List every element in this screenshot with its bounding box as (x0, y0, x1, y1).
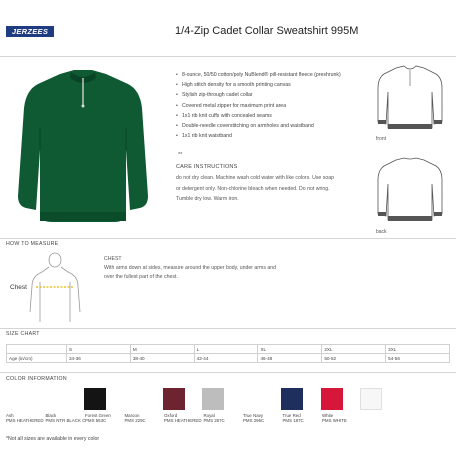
color-label (164, 413, 204, 423)
product-photo (16, 68, 150, 224)
color-pms: PMS 187C (282, 418, 304, 424)
color-label (85, 413, 125, 423)
color-pms: PMS HEATHERED (164, 418, 202, 424)
brand-logo: JERZEES (6, 26, 54, 37)
feature-note: ** (178, 152, 183, 158)
feature-item: • 8-ounce, 50/50 cotton/poly NuBlend® pill-resistant fleece (preshrunk) (176, 70, 376, 80)
color-pms: PMS HEATHERED (6, 418, 44, 424)
color-name: Forest Green (85, 413, 111, 418)
row-label: Age (in/cm) (7, 354, 67, 363)
size-value: 34-36 (67, 354, 131, 363)
color-swatch (163, 388, 185, 410)
front-flat-sketch (376, 64, 444, 134)
divider (0, 56, 456, 57)
color-swatch (281, 388, 303, 410)
color-label (204, 413, 244, 423)
size-value: 54-56 (386, 354, 450, 363)
size-value: 46-48 (258, 354, 322, 363)
divider (0, 372, 456, 373)
body-figure (22, 252, 88, 322)
size-header: L (194, 345, 258, 354)
chest-label: Chest (10, 284, 27, 291)
back-label: back (376, 229, 387, 235)
color-swatch (321, 388, 343, 410)
feature-list (176, 70, 376, 141)
color-name: Ash (6, 413, 14, 418)
size-value: 50-52 (322, 354, 386, 363)
back-flat-sketch (376, 156, 444, 226)
color-name: Black (45, 413, 57, 418)
feature-item: • Stylish zip-through cadet collar (176, 90, 376, 100)
color-pms: PMS 229C (124, 418, 146, 424)
color-label (46, 413, 86, 423)
color-swatch (242, 388, 264, 410)
color-label (125, 413, 165, 423)
table-row (7, 354, 450, 363)
color-name: True Red (282, 413, 301, 418)
color-pms: PMS WHITE (322, 418, 347, 424)
color-label (243, 413, 283, 423)
color-swatch (202, 388, 224, 410)
chest-heading: CHEST (104, 256, 122, 262)
color-swatch (84, 388, 106, 410)
color-pms: PMS NTR BLACK C (45, 418, 86, 424)
color-name: Maroon (124, 413, 140, 418)
how-to-measure-heading: HOW TO MEASURE (6, 241, 59, 247)
table-cell (7, 345, 67, 354)
color-swatch (123, 388, 145, 410)
table-row (7, 345, 450, 354)
size-chart-heading: SIZE CHART (6, 331, 40, 337)
color-label (6, 413, 46, 423)
color-footnote: *Not all sizes are available in every color (6, 436, 100, 442)
care-heading: CARE INSTRUCTIONS (176, 164, 238, 170)
color-swatch (44, 388, 66, 410)
color-pms: PMS 287C (203, 418, 225, 424)
chest-instructions: With arms down at sides, measure around the upper body, under arms and over the fullest part of the chest. (104, 265, 277, 280)
color-name: True Navy (243, 413, 264, 418)
feature-item: • Double-needle coverstitching on armholes and waistband (176, 121, 376, 131)
size-header: 2XL (322, 345, 386, 354)
front-label: front (376, 136, 387, 142)
color-label (322, 413, 362, 423)
color-name: White (322, 413, 334, 418)
divider (0, 328, 456, 329)
care-text: do not dry clean. Machine wash cold water with like colors. Use soap or detergent only. Non-chlorine bleach when needed. Do not wring. Tumble dry low. Warm iron. (176, 175, 335, 202)
size-header: M (130, 345, 194, 354)
divider (0, 238, 456, 239)
size-header: XL (258, 345, 322, 354)
size-header: S (67, 345, 131, 354)
size-chart-table (6, 344, 450, 363)
product-title: 1/4-Zip Cadet Collar Sweatshirt 995M (175, 25, 359, 37)
size-header: 3XL (386, 345, 450, 354)
feature-item: • 1x1 rib knit waistband (176, 131, 376, 141)
feature-item: • 1x1 rib knit cuffs with concealed seams (176, 111, 376, 121)
color-name: Oxford (164, 413, 178, 418)
feature-item: • High stitch density for a smooth printing canvas (176, 80, 376, 90)
feature-item: • Covered metal zipper for maximum print area (176, 101, 376, 111)
color-pms: PMS 553C (85, 418, 107, 424)
color-info-heading: COLOR INFORMATION (6, 376, 67, 382)
color-swatch (360, 388, 382, 410)
color-name: Royal (203, 413, 215, 418)
size-value: 38-40 (130, 354, 194, 363)
color-label (283, 413, 323, 423)
size-value: 42-44 (194, 354, 258, 363)
color-pms: PMS 296C (243, 418, 265, 424)
